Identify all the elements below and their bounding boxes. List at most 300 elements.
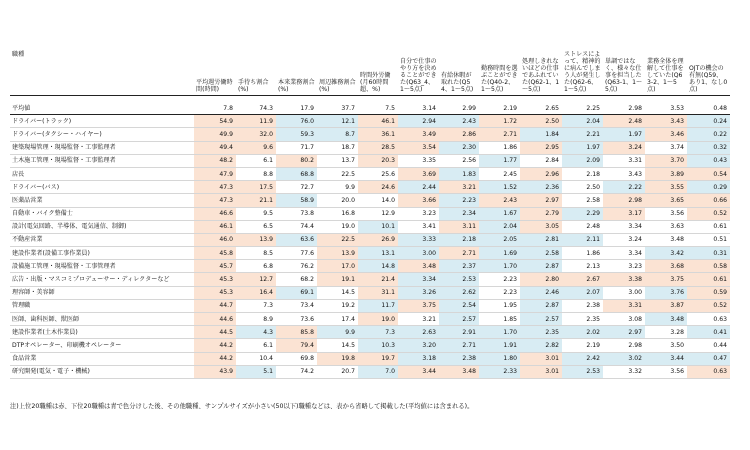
value-cell: 3.54	[398, 141, 439, 154]
value-cell: 2.67	[562, 273, 603, 286]
job-label: ドライバー(トラック)	[10, 115, 194, 128]
job-label: 土木施工管理・現場監督・工事監理者	[10, 154, 194, 167]
value-cell: 3.00	[603, 286, 645, 299]
table-row	[10, 154, 730, 167]
job-label: 自動車・バイク整備士	[10, 207, 194, 220]
value-cell: 45.3	[194, 273, 236, 286]
value-cell: 18.7	[317, 141, 358, 154]
value-cell: 2.96	[520, 167, 562, 180]
value-cell: 49.9	[194, 128, 236, 141]
value-cell: 19.8	[317, 352, 358, 365]
value-cell: 12.7	[236, 273, 276, 286]
value-cell: 44.5	[194, 326, 236, 339]
value-cell: 2.94	[398, 115, 439, 128]
value-cell: 3.18	[398, 352, 439, 365]
value-cell: 1.52	[479, 181, 520, 194]
value-cell: 22.5	[317, 233, 358, 246]
value-cell: 24.6	[358, 181, 398, 194]
header-ojt: OJTの機会の有無(Q59、あり1、なし0点)	[687, 14, 730, 96]
value-cell: 48.2	[194, 154, 236, 167]
value-cell: 71.7	[276, 141, 317, 154]
value-cell: 68.2	[276, 273, 317, 286]
value-cell: 3.75	[645, 273, 687, 286]
value-cell: 3.46	[645, 128, 687, 141]
avg-cell: 2.19	[479, 102, 520, 115]
value-cell: 2.02	[562, 326, 603, 339]
value-cell: 3.24	[603, 141, 645, 154]
footnote: 注)上位20職種は赤、下位20職種は青で色分けした後、その他職種、サンプルサイズが小さい(50以下)職種などは、表から省略して掲載した(平均値には含まれる)。	[10, 403, 474, 410]
value-cell: 0.51	[687, 233, 730, 246]
job-label: 設計(電気回路、半導体、電気通信、制御)	[10, 220, 194, 233]
value-cell: 2.95	[520, 141, 562, 154]
value-cell: 46.0	[194, 233, 236, 246]
table-row	[10, 128, 730, 141]
value-cell: 69.1	[276, 286, 317, 299]
value-cell: 43.9	[194, 365, 236, 378]
value-cell: 3.31	[603, 299, 645, 312]
avg-cell: 7.5	[358, 102, 398, 115]
header-row	[10, 14, 730, 96]
value-cell: 2.04	[562, 115, 603, 128]
value-cell: 72.7	[276, 181, 317, 194]
value-cell: 3.32	[603, 365, 645, 378]
job-label: 食品営業	[10, 352, 194, 365]
avg-cell: 2.65	[520, 102, 562, 115]
avg-cell: 37.7	[317, 102, 358, 115]
value-cell: 49.4	[194, 141, 236, 154]
value-cell: 47.9	[194, 167, 236, 180]
header-weekly-hours: 平均週労働時間(時間)	[194, 14, 236, 96]
header-overtime: 時間外労働(月60時間超、%)	[358, 14, 398, 96]
job-label: DTPオペレーター、印刷機オペレーター	[10, 339, 194, 352]
value-cell: 2.53	[562, 365, 603, 378]
value-cell: 2.33	[479, 365, 520, 378]
value-cell: 22.5	[317, 167, 358, 180]
value-cell: 2.56	[439, 154, 479, 167]
avg-cell: 2.98	[603, 102, 645, 115]
value-cell: 2.98	[603, 194, 645, 207]
value-cell: 3.34	[603, 247, 645, 260]
table-row	[10, 181, 730, 194]
value-cell: 6.5	[236, 220, 276, 233]
value-cell: 3.43	[603, 167, 645, 180]
value-cell: 77.6	[276, 247, 317, 260]
value-cell: 3.43	[645, 115, 687, 128]
value-cell: 20.0	[317, 194, 358, 207]
value-cell: 10.4	[236, 352, 276, 365]
value-cell: 0.41	[687, 326, 730, 339]
value-cell: 2.80	[520, 273, 562, 286]
value-cell: 3.48	[645, 233, 687, 246]
value-cell: 3.33	[398, 233, 439, 246]
value-cell: 3.56	[645, 207, 687, 220]
value-cell: 2.63	[398, 326, 439, 339]
job-label: 医薬品営業	[10, 194, 194, 207]
job-label: ドライバー(タクシー・ハイヤー)	[10, 128, 194, 141]
value-cell: 79.4	[276, 339, 317, 352]
value-cell: 2.50	[562, 181, 603, 194]
value-cell: 2.13	[562, 260, 603, 273]
value-cell: 8.7	[317, 128, 358, 141]
value-cell: 7.3	[236, 299, 276, 312]
value-cell: 2.09	[562, 154, 603, 167]
table-row	[10, 220, 730, 233]
header-core-work-ratio: 本来業務割合(%)	[276, 14, 317, 96]
value-cell: 7.3	[358, 326, 398, 339]
value-cell: 2.36	[520, 181, 562, 194]
value-cell: 2.57	[520, 313, 562, 326]
value-cell: 3.68	[645, 260, 687, 273]
value-cell: 3.50	[645, 339, 687, 352]
avg-cell: 2.25	[562, 102, 603, 115]
avg-cell: 7.8	[194, 102, 236, 115]
table-row	[10, 286, 730, 299]
value-cell: 17.5	[236, 181, 276, 194]
value-cell: 3.23	[398, 207, 439, 220]
job-label: 店長	[10, 167, 194, 180]
value-cell: 3.35	[398, 154, 439, 167]
value-cell: 2.87	[520, 299, 562, 312]
value-cell: 0.54	[687, 167, 730, 180]
table-row	[10, 233, 730, 246]
value-cell: 2.23	[479, 286, 520, 299]
value-cell: 2.86	[439, 128, 479, 141]
value-cell: 13.9	[236, 233, 276, 246]
value-cell: 25.6	[358, 167, 398, 180]
value-cell: 2.50	[520, 115, 562, 128]
value-cell: 3.02	[603, 352, 645, 365]
value-cell: 14.5	[317, 339, 358, 352]
value-cell: 0.63	[687, 365, 730, 378]
value-cell: 19.2	[317, 299, 358, 312]
value-cell: 6.1	[236, 339, 276, 352]
value-cell: 2.53	[439, 273, 479, 286]
value-cell: 9.9	[317, 326, 358, 339]
value-cell: 0.24	[687, 115, 730, 128]
value-cell: 3.74	[645, 141, 687, 154]
value-cell: 13.7	[317, 154, 358, 167]
value-cell: 63.6	[276, 233, 317, 246]
value-cell: 85.8	[276, 326, 317, 339]
value-cell: 3.21	[439, 181, 479, 194]
job-label: 医師、歯科医師、獣医師	[10, 313, 194, 326]
value-cell: 3.55	[645, 181, 687, 194]
value-cell: 2.87	[520, 260, 562, 273]
value-cell: 45.8	[194, 247, 236, 260]
table-row	[10, 273, 730, 286]
value-cell: 19.7	[358, 352, 398, 365]
value-cell: 2.71	[439, 339, 479, 352]
value-cell: 1.84	[520, 128, 562, 141]
value-cell: 68.8	[276, 167, 317, 180]
header-schedule-choice: 勤務時間を選ぶことができた(Q40-2、1～5点)	[479, 14, 520, 96]
value-cell: 0.63	[687, 313, 730, 326]
value-cell: 3.34	[603, 220, 645, 233]
job-label: 建設作業者(土木作業員)	[10, 326, 194, 339]
value-cell: 2.30	[439, 141, 479, 154]
value-cell: 2.82	[520, 339, 562, 352]
job-label: 建築現場管理・現場監督・工事監理者	[10, 141, 194, 154]
value-cell: 8.9	[236, 313, 276, 326]
value-cell: 11.7	[358, 299, 398, 312]
value-cell: 2.91	[439, 326, 479, 339]
value-cell: 46.6	[194, 207, 236, 220]
value-cell: 0.31	[687, 247, 730, 260]
value-cell: 3.44	[645, 352, 687, 365]
value-cell: 31.1	[358, 286, 398, 299]
value-cell: 69.8	[276, 352, 317, 365]
value-cell: 3.42	[645, 247, 687, 260]
value-cell: 2.45	[479, 167, 520, 180]
average-row	[10, 102, 730, 115]
value-cell: 17.4	[317, 313, 358, 326]
value-cell: 21.1	[236, 194, 276, 207]
table-row	[10, 299, 730, 312]
value-cell: 44.6	[194, 313, 236, 326]
value-cell: 44.2	[194, 339, 236, 352]
value-cell: 54.9	[194, 115, 236, 128]
value-cell: 9.5	[236, 207, 276, 220]
avg-cell: 3.53	[645, 102, 687, 115]
value-cell: 2.43	[439, 115, 479, 128]
value-cell: 1.80	[479, 352, 520, 365]
value-cell: 0.29	[687, 181, 730, 194]
value-cell: 3.31	[603, 154, 645, 167]
value-cell: 0.32	[687, 141, 730, 154]
header-paid-leave: 有給休暇が取れた(Q54、1～5点)	[439, 14, 479, 96]
value-cell: 12.1	[317, 115, 358, 128]
value-cell: 14.8	[358, 260, 398, 273]
value-cell: 2.48	[603, 115, 645, 128]
value-cell: 3.56	[645, 365, 687, 378]
header-idle-ratio: 手待ち割合(%)	[236, 14, 276, 96]
value-cell: 3.76	[645, 286, 687, 299]
value-cell: 1.70	[479, 326, 520, 339]
value-cell: 3.24	[603, 233, 645, 246]
value-cell: 28.5	[358, 141, 398, 154]
avg-cell: 0.48	[687, 102, 730, 115]
value-cell: 2.46	[520, 286, 562, 299]
value-cell: 32.0	[236, 128, 276, 141]
value-cell: 3.26	[398, 286, 439, 299]
value-cell: 0.47	[687, 352, 730, 365]
table-row	[10, 207, 730, 220]
value-cell: 3.20	[398, 339, 439, 352]
value-cell: 2.98	[603, 339, 645, 352]
value-cell: 3.34	[398, 273, 439, 286]
value-cell: 2.84	[520, 154, 562, 167]
value-cell: 3.01	[520, 352, 562, 365]
value-cell: 58.9	[276, 194, 317, 207]
avg-cell: 2.99	[439, 102, 479, 115]
value-cell: 16.8	[317, 207, 358, 220]
value-cell: 2.71	[479, 128, 520, 141]
value-cell: 3.44	[398, 365, 439, 378]
value-cell: 12.9	[358, 207, 398, 220]
value-cell: 2.38	[439, 352, 479, 365]
value-cell: 3.75	[398, 299, 439, 312]
value-cell: 2.71	[439, 247, 479, 260]
value-cell: 2.21	[562, 128, 603, 141]
table-row	[10, 339, 730, 352]
value-cell: 0.61	[687, 220, 730, 233]
job-label: ドライバー(バス)	[10, 181, 194, 194]
value-cell: 59.3	[276, 128, 317, 141]
value-cell: 3.17	[603, 207, 645, 220]
table-row	[10, 313, 730, 326]
value-cell: 9.9	[317, 181, 358, 194]
value-cell: 5.1	[236, 365, 276, 378]
job-label: 広告・出版・マスコミプロデューサー・ディレクターなど	[10, 273, 194, 286]
avg-cell: 74.3	[236, 102, 276, 115]
value-cell: 2.11	[562, 233, 603, 246]
value-cell: 17.0	[317, 260, 358, 273]
value-cell: 2.81	[520, 233, 562, 246]
job-label: 不動産営業	[10, 233, 194, 246]
value-cell: 2.97	[520, 194, 562, 207]
value-cell: 2.79	[520, 207, 562, 220]
job-label: 理容師・美容師	[10, 286, 194, 299]
header-job: 職種	[10, 14, 194, 96]
table-row	[10, 141, 730, 154]
job-label: 建設作業者(設備工事作業員)	[10, 247, 194, 260]
header-work-understanding: 業務全体を理解して仕事をしていた(Q63-2、1～5点)	[645, 14, 687, 96]
header-stress-illness: ストレスによって、精神的に病んでしまう人が発生した(Q62-6、1～5点)	[562, 14, 603, 96]
value-cell: 20.7	[317, 365, 358, 378]
value-cell: 0.43	[687, 154, 730, 167]
job-label: 管理職	[10, 299, 194, 312]
value-cell: 10.1	[358, 220, 398, 233]
value-cell: 2.58	[520, 247, 562, 260]
value-cell: 36.1	[358, 128, 398, 141]
table-row	[10, 247, 730, 260]
value-cell: 2.34	[439, 207, 479, 220]
value-cell: 2.23	[439, 194, 479, 207]
table-row	[10, 326, 730, 339]
value-cell: 1.67	[479, 207, 520, 220]
value-cell: 74.4	[276, 220, 317, 233]
value-cell: 26.9	[358, 233, 398, 246]
value-cell: 2.19	[562, 339, 603, 352]
value-cell: 73.8	[276, 207, 317, 220]
table-row	[10, 260, 730, 273]
value-cell: 3.69	[398, 167, 439, 180]
value-cell: 44.2	[194, 352, 236, 365]
value-cell: 2.57	[439, 313, 479, 326]
value-cell: 47.3	[194, 181, 236, 194]
job-stats-table	[10, 14, 730, 379]
value-cell: 74.2	[276, 365, 317, 378]
value-cell: 2.07	[562, 286, 603, 299]
value-cell: 2.54	[439, 299, 479, 312]
value-cell: 1.86	[562, 247, 603, 260]
value-cell: 1.72	[479, 115, 520, 128]
value-cell: 6.1	[236, 154, 276, 167]
value-cell: 19.0	[358, 313, 398, 326]
value-cell: 3.11	[439, 220, 479, 233]
value-cell: 2.29	[562, 207, 603, 220]
table-row	[10, 365, 730, 378]
value-cell: 3.38	[603, 273, 645, 286]
value-cell: 1.69	[479, 247, 520, 260]
value-cell: 80.2	[276, 154, 317, 167]
value-cell: 2.23	[479, 273, 520, 286]
value-cell: 0.52	[687, 207, 730, 220]
value-cell: 1.95	[479, 299, 520, 312]
value-cell: 3.21	[398, 313, 439, 326]
value-cell: 0.59	[687, 286, 730, 299]
value-cell: 0.58	[687, 260, 730, 273]
value-cell: 3.65	[645, 194, 687, 207]
value-cell: 1.91	[479, 339, 520, 352]
table-body	[10, 96, 730, 379]
value-cell: 0.52	[687, 299, 730, 312]
value-cell: 3.23	[603, 260, 645, 273]
value-cell: 4.3	[236, 326, 276, 339]
job-label: 研究開発(電気・電子・機械)	[10, 365, 194, 378]
value-cell: 45.3	[194, 286, 236, 299]
value-cell: 2.97	[603, 326, 645, 339]
value-cell: 3.87	[645, 299, 687, 312]
value-cell: 19.0	[317, 220, 358, 233]
value-cell: 2.18	[562, 167, 603, 180]
value-cell: 6.8	[236, 260, 276, 273]
value-cell: 46.1	[358, 115, 398, 128]
value-cell: 2.18	[439, 233, 479, 246]
value-cell: 20.3	[358, 154, 398, 167]
value-cell: 2.62	[439, 286, 479, 299]
value-cell: 1.83	[439, 167, 479, 180]
value-cell: 1.97	[562, 141, 603, 154]
value-cell: 9.6	[236, 141, 276, 154]
value-cell: 3.00	[398, 247, 439, 260]
value-cell: 21.4	[358, 273, 398, 286]
value-cell: 13.1	[358, 247, 398, 260]
value-cell: 3.49	[398, 128, 439, 141]
value-cell: 2.42	[562, 352, 603, 365]
value-cell: 1.97	[603, 128, 645, 141]
value-cell: 3.66	[398, 194, 439, 207]
value-cell: 1.86	[479, 141, 520, 154]
value-cell: 3.48	[439, 365, 479, 378]
value-cell: 0.61	[687, 273, 730, 286]
value-cell: 1.70	[479, 260, 520, 273]
value-cell: 7.0	[358, 365, 398, 378]
table-row	[10, 167, 730, 180]
value-cell: 2.37	[439, 260, 479, 273]
value-cell: 3.08	[603, 313, 645, 326]
value-cell: 44.7	[194, 299, 236, 312]
value-cell: 19.1	[317, 273, 358, 286]
value-cell: 2.22	[603, 181, 645, 194]
header-work-autonomy: 自分で仕事のやり方を決めることができた(Q63_4、1～5点)	[398, 14, 439, 96]
value-cell: 73.6	[276, 313, 317, 326]
value-cell: 3.01	[520, 365, 562, 378]
value-cell: 46.1	[194, 220, 236, 233]
value-cell: 13.9	[317, 247, 358, 260]
value-cell: 3.28	[645, 326, 687, 339]
value-cell: 11.9	[236, 115, 276, 128]
value-cell: 45.7	[194, 260, 236, 273]
value-cell: 8.8	[236, 167, 276, 180]
value-cell: 3.48	[645, 313, 687, 326]
value-cell: 3.41	[398, 220, 439, 233]
header-overload: 処理しきれないほどの仕事であふれていた(Q62-1、1～5点)	[520, 14, 562, 96]
value-cell: 8.5	[236, 247, 276, 260]
value-cell: 3.89	[645, 167, 687, 180]
value-cell: 10.3	[358, 339, 398, 352]
value-cell: 2.04	[479, 220, 520, 233]
